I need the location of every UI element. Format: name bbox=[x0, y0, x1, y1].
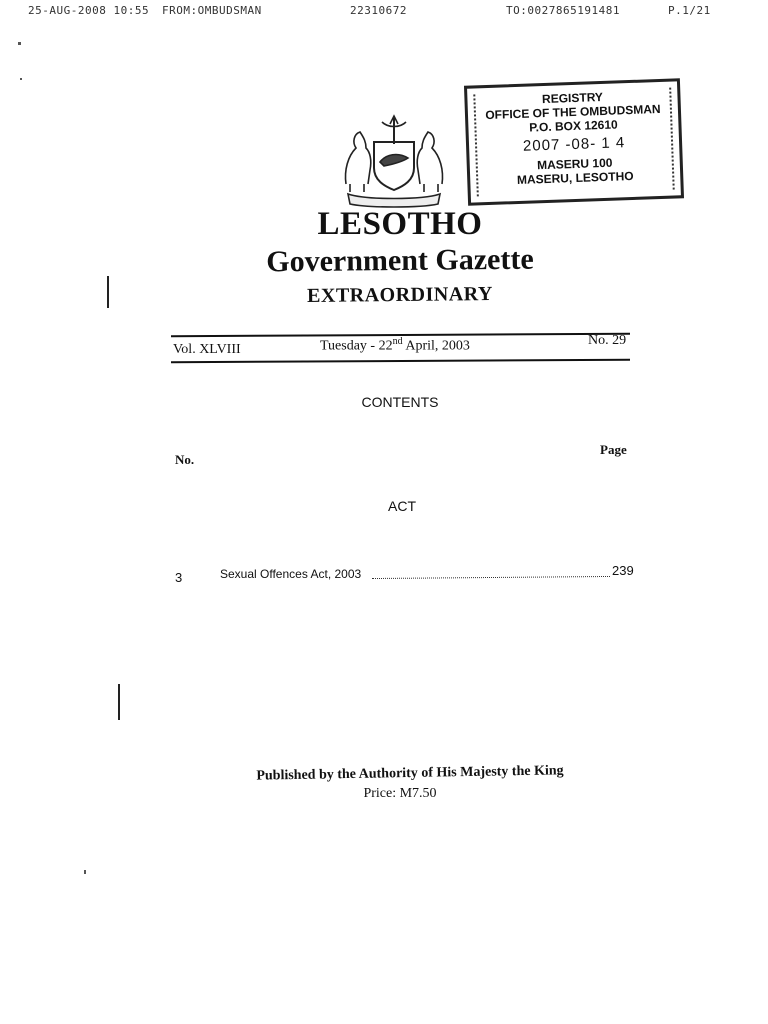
scan-speck bbox=[84, 870, 86, 874]
price: Price: M7.50 bbox=[363, 786, 437, 801]
fax-page: P.1/21 bbox=[668, 4, 711, 17]
stamp-country: MASERU, LESOTHO bbox=[516, 168, 634, 188]
contents-row-no: 3 bbox=[175, 570, 183, 585]
issue-number: No. 29 bbox=[588, 333, 627, 348]
registry-stamp bbox=[464, 78, 684, 205]
fax-to: TO:0027865191481 bbox=[506, 4, 620, 17]
contents-heading: CONTENTS bbox=[361, 394, 439, 410]
stamp-box: P.O. BOX 12610 bbox=[528, 117, 618, 135]
contents-section-act: ACT bbox=[388, 498, 416, 514]
fax-number: 22310672 bbox=[350, 4, 407, 17]
coat-of-arms-icon bbox=[336, 112, 452, 208]
scan-mark bbox=[118, 684, 120, 720]
gazette-country-title: LESOTHO bbox=[317, 206, 483, 242]
issue-rule-bottom bbox=[171, 359, 630, 363]
scan-mark bbox=[107, 276, 109, 308]
stamp-maseru: MASERU 100 bbox=[536, 155, 613, 173]
stamp-registry: REGISTRY bbox=[541, 89, 604, 107]
contents-col-page: Page bbox=[600, 442, 627, 457]
fax-datetime: 25-AUG-2008 10:55 bbox=[28, 4, 150, 17]
stamp-date: 2007 -08- 1 4 bbox=[522, 134, 626, 155]
contents-row-leader bbox=[372, 576, 610, 579]
published-by: Published by the Authority of His Majesty the King bbox=[256, 763, 564, 784]
gazette-title: Government Gazette bbox=[266, 242, 534, 279]
scan-speck bbox=[20, 78, 22, 80]
contents-col-no: No. bbox=[175, 452, 195, 467]
contents-row-title: Sexual Offences Act, 2003 bbox=[220, 567, 362, 581]
stamp-office: OFFICE OF THE OMBUDSMAN bbox=[485, 101, 661, 123]
issue-volume: Vol. XLVIII bbox=[173, 342, 241, 357]
contents-row-page: 239 bbox=[612, 563, 634, 578]
scan-speck bbox=[18, 42, 21, 45]
issue-date: Tuesday - 22nd April, 2003 bbox=[320, 336, 470, 354]
gazette-edition: EXTRAORDINARY bbox=[306, 283, 494, 307]
fax-from: FROM:OMBUDSMAN bbox=[162, 4, 262, 17]
